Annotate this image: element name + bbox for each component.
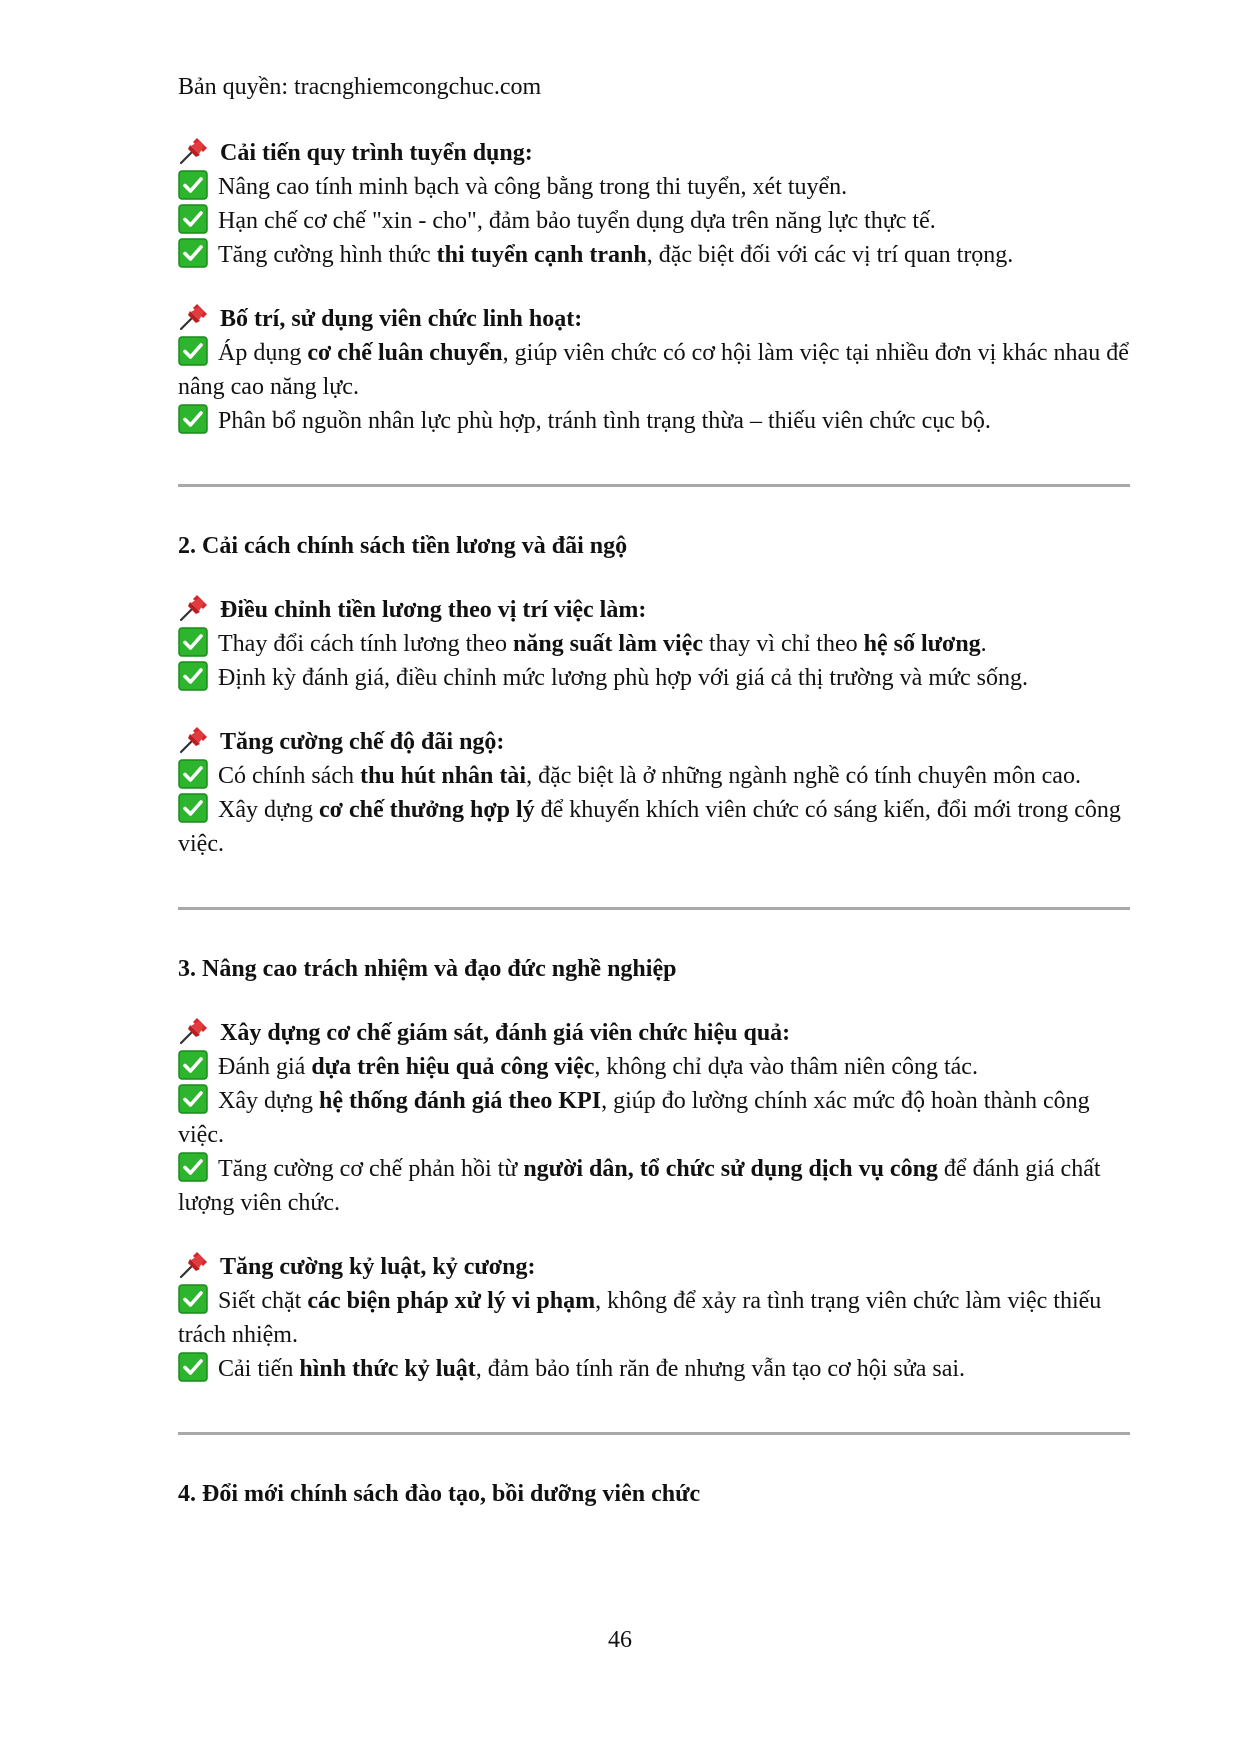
- group-heading: [178, 302, 1130, 336]
- list-item: [178, 627, 1130, 661]
- item-text: Cải tiến: [218, 1356, 300, 1382]
- pushpin-icon: [178, 1251, 210, 1279]
- list-item: [178, 404, 1130, 438]
- document-page: [178, 72, 1130, 1541]
- section-title: 3. Nâng cao trách nhiệm và đạo đức nghề nghiệp: [178, 956, 677, 982]
- item-text: để khuyến khích viên chức có sáng kiến, đổi mới trong công việc.: [178, 797, 1121, 857]
- group-heading-text: Cải tiến quy trình tuyển dụng:: [220, 140, 533, 166]
- check-mark-button-icon: [178, 204, 208, 234]
- pushpin-icon: [178, 1017, 210, 1045]
- item-text: Tăng cường cơ chế phản hồi từ: [218, 1156, 524, 1182]
- item-text: Xây dựng: [218, 1088, 319, 1114]
- list-item: [178, 238, 1130, 272]
- item-text: .: [980, 631, 987, 657]
- list-item: [178, 170, 1130, 204]
- check-mark-button-icon: [178, 1152, 208, 1182]
- group-heading: [178, 725, 1130, 759]
- group-heading-text: Bố trí, sử dụng viên chức linh hoạt:: [220, 306, 583, 332]
- pushpin-icon: [178, 303, 210, 331]
- section-divider: [178, 907, 1130, 910]
- check-mark-button-icon: [178, 404, 208, 434]
- section-divider: [178, 484, 1130, 487]
- item-text: , đảm bảo tính răn đe nhưng vẫn tạo cơ hội sửa sai.: [475, 1356, 966, 1382]
- list-item: [178, 204, 1130, 238]
- item-text: , giúp viên chức có cơ hội làm việc tại nhiều đơn vị khác nhau để nâng cao năng lực.: [178, 340, 1129, 400]
- item-text: để đánh giá chất lượng viên chức.: [178, 1156, 1101, 1216]
- item-text: Siết chặt: [218, 1288, 308, 1314]
- page-number: 46: [608, 1627, 632, 1653]
- item-text: Định kỳ đánh giá, điều chỉnh mức lương phù hợp với giá cả thị trường và mức sống.: [218, 665, 1028, 691]
- list-item: [178, 759, 1130, 793]
- check-mark-button-icon: [178, 1084, 208, 1114]
- item-text: Phân bổ nguồn nhân lực phù hợp, tránh tình trạng thừa – thiếu viên chức cục bộ.: [218, 408, 991, 434]
- check-mark-button-icon: [178, 627, 208, 657]
- bold-text: hệ thống đánh giá theo KPI: [319, 1088, 602, 1114]
- section-title: 2. Cải cách chính sách tiền lương và đãi ngộ: [178, 533, 628, 559]
- list-item: [178, 661, 1130, 695]
- check-mark-button-icon: [178, 336, 208, 366]
- item-text: Đánh giá: [218, 1054, 312, 1080]
- check-mark-button-icon: [178, 793, 208, 823]
- list-item: [178, 793, 1130, 861]
- group-heading: [178, 1250, 1130, 1284]
- bullet-group: [178, 302, 1130, 438]
- bold-text: năng suất làm việc: [512, 631, 703, 657]
- pushpin-icon: [178, 594, 210, 622]
- item-text: Có chính sách: [218, 763, 360, 789]
- item-text: Hạn chế cơ chế "xin - cho", đảm bảo tuyển dụng dựa trên năng lực thực tế.: [218, 208, 936, 234]
- bold-text: cơ chế thưởng hợp lý: [319, 797, 535, 823]
- bold-text: hình thức kỷ luật: [299, 1356, 476, 1382]
- check-mark-button-icon: [178, 1352, 208, 1382]
- bold-text: thu hút nhân tài: [359, 763, 527, 789]
- list-item: [178, 1152, 1130, 1220]
- group-heading-text: Tăng cường kỷ luật, kỷ cương:: [220, 1254, 536, 1280]
- section-title: 4. Đổi mới chính sách đào tạo, bồi dưỡng viên chức: [178, 1481, 701, 1507]
- group-heading: [178, 136, 1130, 170]
- item-text: , không chỉ dựa vào thâm niên công tác.: [594, 1054, 978, 1080]
- bold-text: cơ chế luân chuyển: [307, 340, 503, 366]
- group-heading-text: Tăng cường chế độ đãi ngộ:: [220, 729, 505, 755]
- group-heading-text: Điều chỉnh tiền lương theo vị trí việc làm:: [220, 597, 647, 623]
- pushpin-icon: [178, 137, 210, 165]
- bullet-group: [178, 136, 1130, 272]
- item-text: Tăng cường hình thức: [218, 242, 437, 268]
- bullet-group: [178, 725, 1130, 861]
- group-heading: [178, 593, 1130, 627]
- item-text: , không để xảy ra tình trạng viên chức làm việc thiếu trách nhiệm.: [178, 1288, 1102, 1348]
- pushpin-icon: [178, 726, 210, 754]
- item-text: , đặc biệt là ở những ngành nghề có tính chuyên môn cao.: [526, 763, 1081, 789]
- bold-text: người dân, tổ chức sử dụng dịch vụ công: [523, 1156, 938, 1182]
- item-text: Xây dựng: [218, 797, 319, 823]
- list-item: [178, 1284, 1130, 1352]
- list-item: [178, 336, 1130, 404]
- group-heading-text: Xây dựng cơ chế giám sát, đánh giá viên chức hiệu quả:: [220, 1020, 791, 1046]
- item-text: thay vì chỉ theo: [702, 631, 864, 657]
- bold-text: các biện pháp xử lý vi phạm: [307, 1288, 596, 1314]
- sections: [178, 484, 1130, 1509]
- check-mark-button-icon: [178, 661, 208, 691]
- item-text: Áp dụng: [218, 340, 308, 366]
- bold-text: hệ số lương: [863, 631, 981, 657]
- check-mark-button-icon: [178, 1284, 208, 1314]
- item-text: Thay đổi cách tính lương theo: [218, 631, 513, 657]
- check-mark-button-icon: [178, 170, 208, 200]
- bold-text: thi tuyển cạnh tranh: [436, 242, 647, 268]
- bullet-group: [178, 1250, 1130, 1386]
- list-item: [178, 1084, 1130, 1152]
- check-mark-button-icon: [178, 759, 208, 789]
- bold-text: dựa trên hiệu quả công việc: [311, 1054, 595, 1080]
- section-divider: [178, 1432, 1130, 1435]
- check-mark-button-icon: [178, 238, 208, 268]
- bullet-group: [178, 1016, 1130, 1220]
- item-text: , đặc biệt đối với các vị trí quan trọng.: [646, 242, 1014, 268]
- item-text: , giúp đo lường chính xác mức độ hoàn thành công việc.: [178, 1088, 1090, 1148]
- list-item: [178, 1050, 1130, 1084]
- intro-groups: [178, 136, 1130, 438]
- copyright-line: Bản quyền: tracnghiemcongchuc.com: [178, 74, 542, 100]
- bullet-group: [178, 593, 1130, 695]
- group-heading: [178, 1016, 1130, 1050]
- list-item: [178, 1352, 1130, 1386]
- check-mark-button-icon: [178, 1050, 208, 1080]
- item-text: Nâng cao tính minh bạch và công bằng trong thi tuyển, xét tuyển.: [218, 174, 848, 200]
